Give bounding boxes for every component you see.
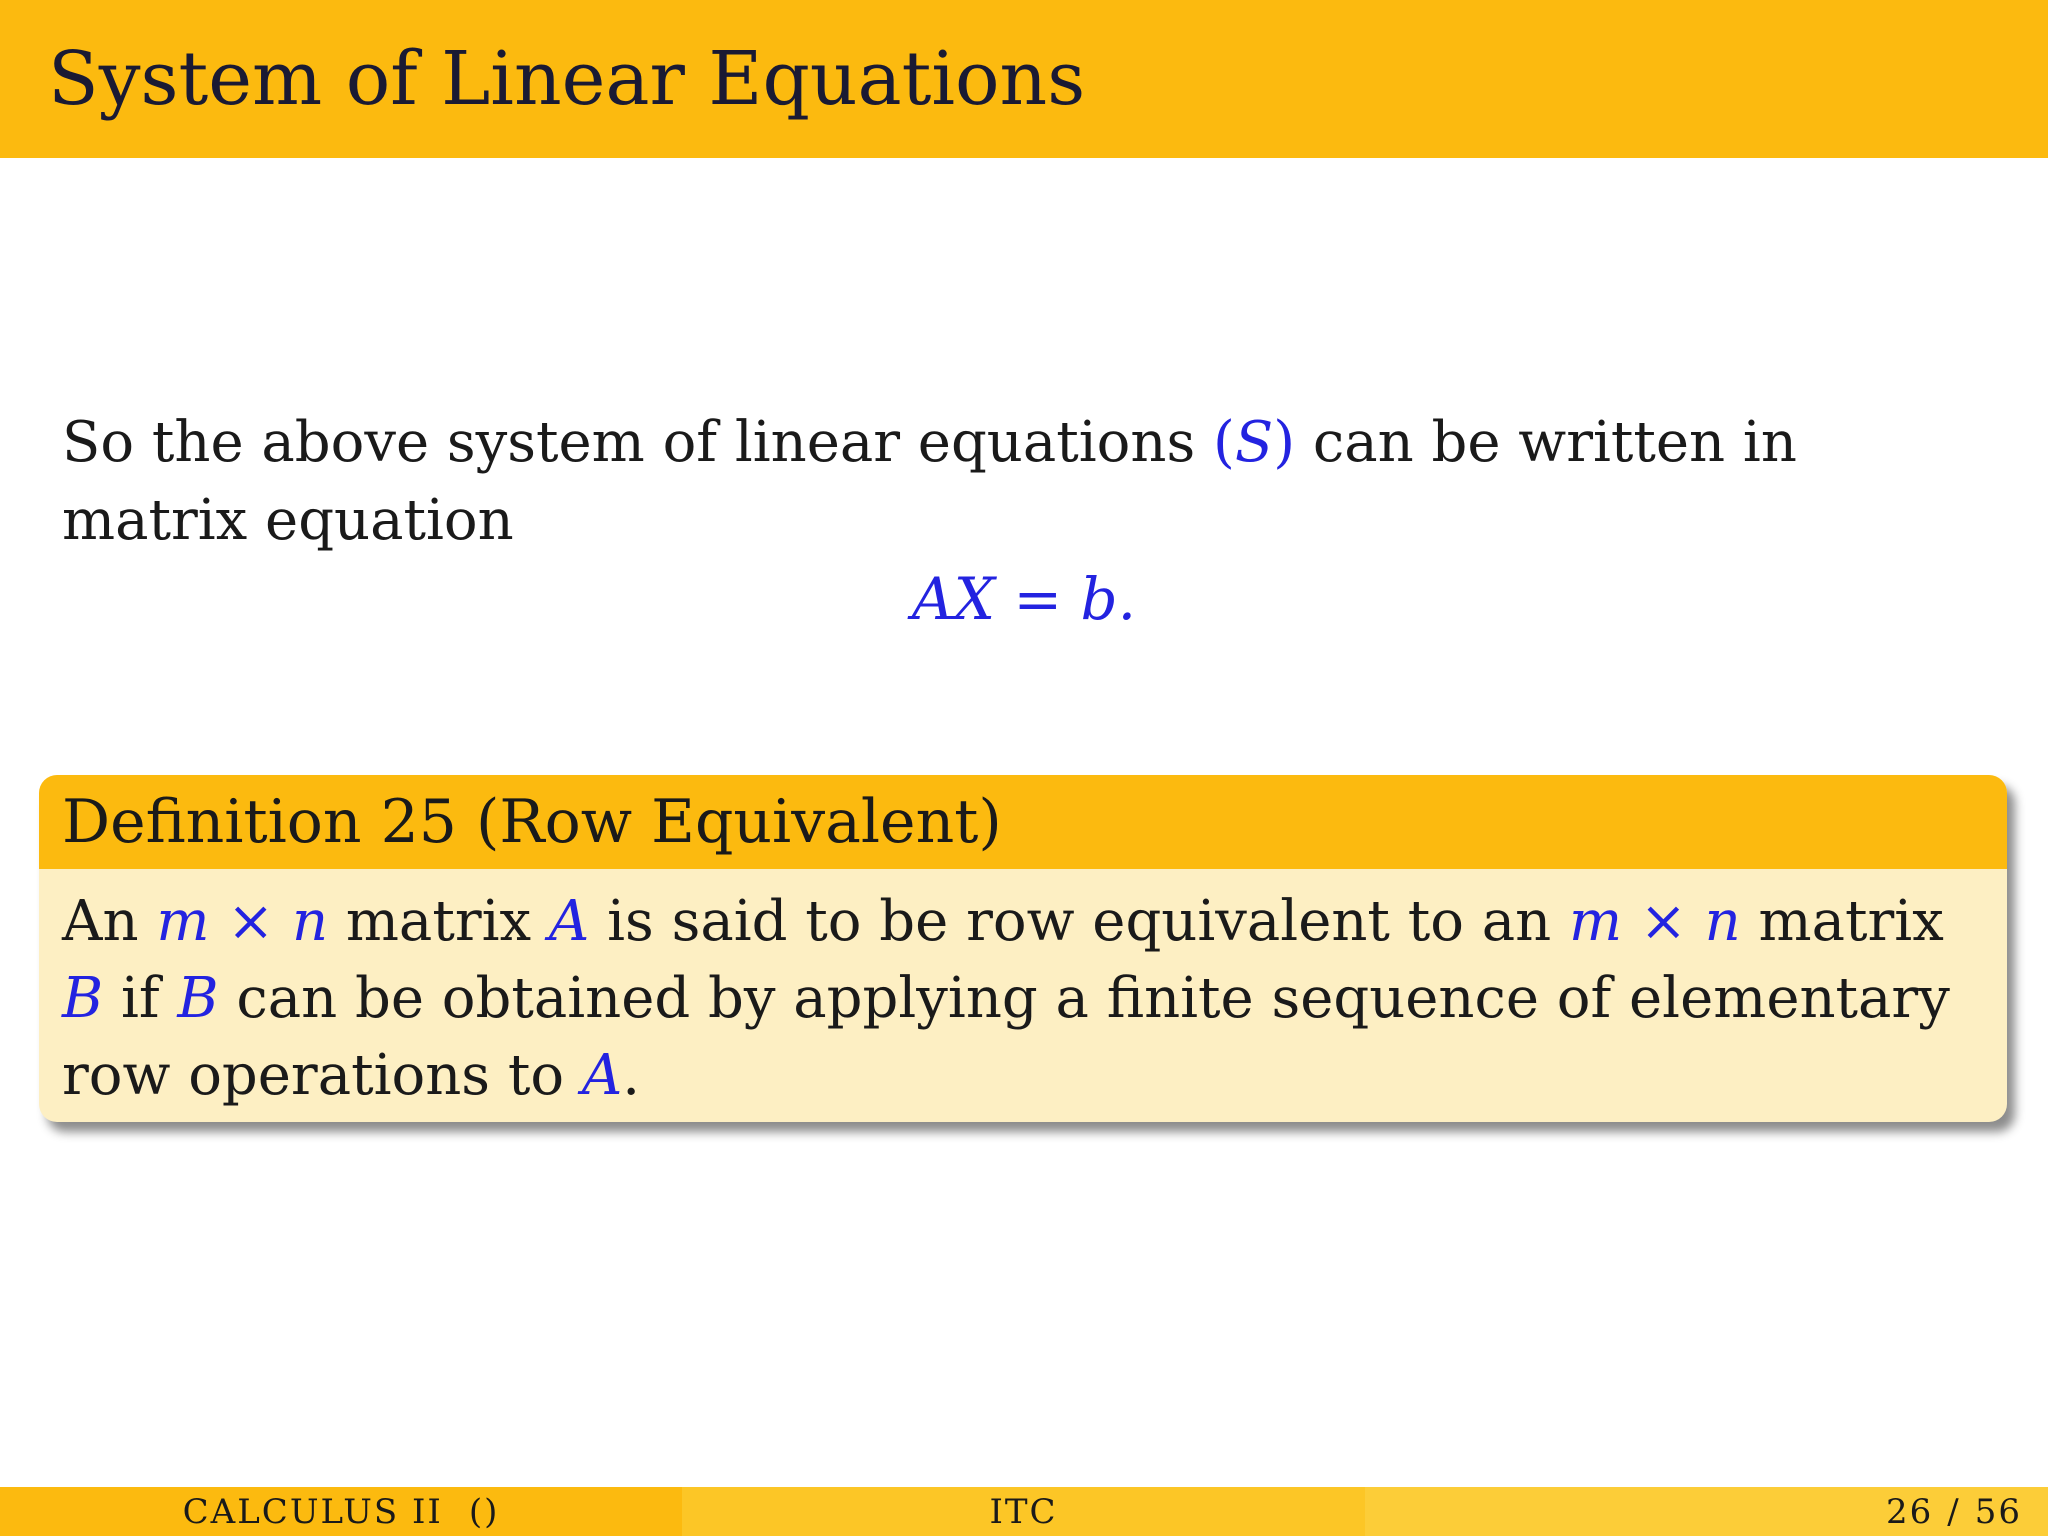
def-text-5: if: [103, 966, 178, 1031]
def-text-3: is said to be row equivalent to an: [589, 889, 1569, 954]
equation-text: AX = b.: [911, 565, 1137, 633]
times-symbol-1: ×: [209, 889, 292, 954]
footer-page-number: [1365, 1487, 2048, 1536]
footer-institute-name: ITC: [989, 1491, 1058, 1532]
current-page: 26: [1886, 1491, 1934, 1532]
math-n-2: n: [1704, 889, 1741, 954]
times-symbol-2: ×: [1622, 889, 1705, 954]
definition-title: Definition 25 (Row Equivalent): [62, 787, 1002, 857]
footer-institute: [682, 1487, 1365, 1536]
paren-open: (: [1212, 410, 1235, 475]
slide-title: System of Linear Equations: [48, 36, 1086, 122]
footer-author: (): [468, 1491, 500, 1532]
footer-course-name: CALCULUS II: [182, 1491, 443, 1532]
slide-header: [0, 0, 2048, 158]
math-B-2: B: [177, 966, 219, 1031]
def-text-4: matrix: [1740, 889, 1944, 954]
intro-paragraph: [62, 404, 1962, 560]
definition-body: [62, 883, 1992, 1114]
math-A-2: A: [581, 1043, 623, 1108]
math-m-2: m: [1569, 889, 1623, 954]
slide-footer: [0, 1487, 2048, 1536]
matrix-equation: [0, 560, 2048, 638]
definition-header: [39, 775, 2007, 869]
intro-text-after: can be written in matrix equation: [62, 410, 1797, 553]
math-B-1: B: [62, 966, 104, 1031]
paren-close: ): [1273, 410, 1296, 475]
def-text-1: An: [62, 889, 157, 954]
math-m-1: m: [156, 889, 210, 954]
footer-course: [0, 1487, 682, 1536]
def-text-2: matrix: [328, 889, 549, 954]
intro-text-before: So the above system of linear equations: [62, 410, 1213, 475]
system-symbol: S: [1234, 410, 1274, 475]
math-n-1: n: [291, 889, 329, 954]
def-text-7: .: [622, 1043, 641, 1108]
total-pages: 56: [1974, 1491, 2022, 1532]
math-A-1: A: [548, 889, 590, 954]
def-text-6: can be obtained by applying a finite sequence of elementary row operations to: [62, 966, 1950, 1108]
page-separator: /: [1947, 1491, 1961, 1532]
definition-block: [39, 775, 2007, 1122]
